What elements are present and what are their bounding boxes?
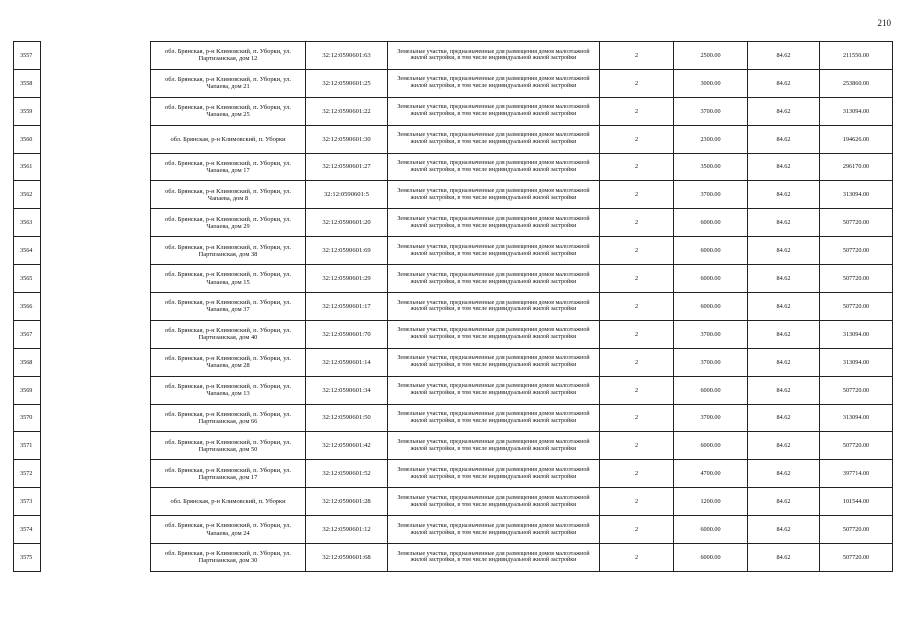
permitted-use-cell: Земельные участки, предназначенные для размещения домов малоэтажной жилой застройки, в том числе индивидуальной жилой застройки (388, 209, 600, 237)
table-row (14, 488, 893, 516)
permitted-use-cell: Земельные участки, предназначенные для размещения домов малоэтажной жилой застройки, в том числе индивидуальной жилой застройки (388, 237, 600, 265)
table-row (14, 460, 893, 488)
area-cell: 6000.00 (674, 432, 748, 460)
cadastral-value-cell: 313094.00 (820, 404, 893, 432)
table-row (14, 153, 893, 181)
specific-value-cell: 84.62 (748, 293, 820, 321)
permitted-use-cell: Земельные участки, предназначенные для размещения домов малоэтажной жилой застройки, в том числе индивидуальной жилой застройки (388, 488, 600, 516)
record-number: 3568 (14, 348, 41, 376)
area-cell: 2500.00 (674, 42, 748, 70)
cadastral-number-cell: 32:12:0590601:70 (306, 320, 388, 348)
group-code-cell: 2 (600, 348, 674, 376)
cadastral-number-cell: 32:12:0590601:27 (306, 153, 388, 181)
address-cell: обл. Брянская, р-н Климовский, п. Уборки, ул. Чапаева, дом 24 (151, 516, 306, 544)
area-cell: 4700.00 (674, 460, 748, 488)
cadastral-number-cell: 32:12:0590601:20 (306, 209, 388, 237)
area-cell: 3000.00 (674, 69, 748, 97)
permitted-use-cell: Земельные участки, предназначенные для размещения домов малоэтажной жилой застройки, в том числе индивидуальной жилой застройки (388, 265, 600, 293)
cadastral-value-cell: 397714.00 (820, 460, 893, 488)
area-cell: 6000.00 (674, 293, 748, 321)
cadastral-number-cell: 32:12:0590601:50 (306, 404, 388, 432)
cadastral-number-cell: 32:12:0590601:30 (306, 125, 388, 153)
table-row (14, 265, 893, 293)
cadastral-number-cell: 32:12:0590601:14 (306, 348, 388, 376)
cadastral-value-cell: 313094.00 (820, 320, 893, 348)
permitted-use-cell: Земельные участки, предназначенные для размещения домов малоэтажной жилой застройки, в том числе индивидуальной жилой застройки (388, 42, 600, 70)
address-cell: обл. Брянская, р-н Климовский, п. Уборки, ул. Чапаева, дом 29 (151, 209, 306, 237)
blank-cell (41, 97, 151, 125)
area-cell: 1200.00 (674, 488, 748, 516)
record-number: 3567 (14, 320, 41, 348)
specific-value-cell: 84.62 (748, 488, 820, 516)
blank-cell (41, 376, 151, 404)
record-number: 3572 (14, 460, 41, 488)
specific-value-cell: 84.62 (748, 544, 820, 572)
permitted-use-cell: Земельные участки, предназначенные для размещения домов малоэтажной жилой застройки, в том числе индивидуальной жилой застройки (388, 460, 600, 488)
specific-value-cell: 84.62 (748, 432, 820, 460)
blank-cell (41, 348, 151, 376)
blank-cell (41, 181, 151, 209)
group-code-cell: 2 (600, 488, 674, 516)
record-number: 3571 (14, 432, 41, 460)
area-cell: 3700.00 (674, 320, 748, 348)
area-cell: 3700.00 (674, 97, 748, 125)
area-cell: 6000.00 (674, 516, 748, 544)
group-code-cell: 2 (600, 181, 674, 209)
group-code-cell: 2 (600, 432, 674, 460)
record-number: 3569 (14, 376, 41, 404)
cadastral-value-cell: 313094.00 (820, 97, 893, 125)
blank-cell (41, 153, 151, 181)
area-cell: 6000.00 (674, 209, 748, 237)
page-number: 210 (877, 18, 891, 28)
cadastral-value-cell: 101544.00 (820, 488, 893, 516)
specific-value-cell: 84.62 (748, 153, 820, 181)
cadastral-number-cell: 32:12:0590601:68 (306, 544, 388, 572)
cadastral-number-cell: 32:12:0590601:42 (306, 432, 388, 460)
blank-cell (41, 516, 151, 544)
record-number: 3560 (14, 125, 41, 153)
cadastral-number-cell: 32:12:0590601:52 (306, 460, 388, 488)
area-cell: 3500.00 (674, 153, 748, 181)
cadastral-value-cell: 313094.00 (820, 348, 893, 376)
permitted-use-cell: Земельные участки, предназначенные для размещения домов малоэтажной жилой застройки, в том числе индивидуальной жилой застройки (388, 320, 600, 348)
cadastral-value-cell: 296170.00 (820, 153, 893, 181)
table-row (14, 237, 893, 265)
cadastral-value-cell: 507720.00 (820, 376, 893, 404)
table-row (14, 209, 893, 237)
group-code-cell: 2 (600, 42, 674, 70)
blank-cell (41, 293, 151, 321)
cadastral-number-cell: 32:12:0590601:25 (306, 69, 388, 97)
cadastral-value-cell: 194626.00 (820, 125, 893, 153)
record-number: 3565 (14, 265, 41, 293)
record-number: 3566 (14, 293, 41, 321)
permitted-use-cell: Земельные участки, предназначенные для размещения домов малоэтажной жилой застройки, в том числе индивидуальной жилой застройки (388, 404, 600, 432)
group-code-cell: 2 (600, 69, 674, 97)
specific-value-cell: 84.62 (748, 125, 820, 153)
blank-cell (41, 42, 151, 70)
land-registry-table (13, 41, 893, 572)
table-row (14, 181, 893, 209)
specific-value-cell: 84.62 (748, 516, 820, 544)
address-cell: обл. Брянская, р-н Климовский, п. Уборки, ул. Чапаева, дом 17 (151, 153, 306, 181)
address-cell: обл. Брянская, р-н Климовский, п. Уборки, ул. Партизанская, дом 66 (151, 404, 306, 432)
cadastral-value-cell: 253860.00 (820, 69, 893, 97)
cadastral-number-cell: 32:12:0590601:28 (306, 488, 388, 516)
record-number: 3558 (14, 69, 41, 97)
address-cell: обл. Брянская, р-н Климовский, п. Уборки, ул. Партизанская, дом 50 (151, 432, 306, 460)
record-number: 3575 (14, 544, 41, 572)
cadastral-value-cell: 507720.00 (820, 544, 893, 572)
group-code-cell: 2 (600, 265, 674, 293)
area-cell: 6000.00 (674, 376, 748, 404)
blank-cell (41, 265, 151, 293)
cadastral-number-cell: 32:12:0590601:22 (306, 97, 388, 125)
specific-value-cell: 84.62 (748, 320, 820, 348)
record-number: 3564 (14, 237, 41, 265)
specific-value-cell: 84.62 (748, 265, 820, 293)
specific-value-cell: 84.62 (748, 404, 820, 432)
blank-cell (41, 320, 151, 348)
record-number: 3573 (14, 488, 41, 516)
cadastral-number-cell: 32:12:0590601:17 (306, 293, 388, 321)
specific-value-cell: 84.62 (748, 460, 820, 488)
address-cell: обл. Брянская, р-н Климовский, п. Уборки, ул. Партизанская, дом 17 (151, 460, 306, 488)
group-code-cell: 2 (600, 153, 674, 181)
table-row (14, 42, 893, 70)
area-cell: 6000.00 (674, 265, 748, 293)
address-cell: обл. Брянская, р-н Климовский, п. Уборки, ул. Партизанская, дом 30 (151, 544, 306, 572)
record-number: 3570 (14, 404, 41, 432)
cadastral-value-cell: 313094.00 (820, 181, 893, 209)
table-row (14, 69, 893, 97)
address-cell: обл. Брянская, р-н Климовский, п. Уборки, ул. Чапаева, дом 37 (151, 293, 306, 321)
table-row (14, 432, 893, 460)
permitted-use-cell: Земельные участки, предназначенные для размещения домов малоэтажной жилой застройки, в том числе индивидуальной жилой застройки (388, 125, 600, 153)
specific-value-cell: 84.62 (748, 209, 820, 237)
record-number: 3574 (14, 516, 41, 544)
record-number: 3561 (14, 153, 41, 181)
permitted-use-cell: Земельные участки, предназначенные для размещения домов малоэтажной жилой застройки, в том числе индивидуальной жилой застройки (388, 153, 600, 181)
specific-value-cell: 84.62 (748, 181, 820, 209)
address-cell: обл. Брянская, р-н Климовский, п. Уборки, ул. Чапаева, дом 21 (151, 69, 306, 97)
specific-value-cell: 84.62 (748, 97, 820, 125)
specific-value-cell: 84.62 (748, 376, 820, 404)
cadastral-value-cell: 507720.00 (820, 516, 893, 544)
cadastral-value-cell: 507720.00 (820, 293, 893, 321)
address-cell: обл. Брянская, р-н Климовский, п. Уборки, ул. Партизанская, дом 12 (151, 42, 306, 70)
cadastral-value-cell: 507720.00 (820, 237, 893, 265)
group-code-cell: 2 (600, 97, 674, 125)
permitted-use-cell: Земельные участки, предназначенные для размещения домов малоэтажной жилой застройки, в том числе индивидуальной жилой застройки (388, 348, 600, 376)
cadastral-value-cell: 507720.00 (820, 432, 893, 460)
record-number: 3559 (14, 97, 41, 125)
cadastral-number-cell: 32:12:0590601:5 (306, 181, 388, 209)
table-body (14, 42, 893, 572)
specific-value-cell: 84.62 (748, 42, 820, 70)
table-row (14, 516, 893, 544)
address-cell: обл. Брянская, р-н Климовский, п. Уборки, ул. Чапаева, дом 25 (151, 97, 306, 125)
record-number: 3563 (14, 209, 41, 237)
cadastral-number-cell: 32:12:0590601:63 (306, 42, 388, 70)
area-cell: 3700.00 (674, 181, 748, 209)
table-row (14, 320, 893, 348)
blank-cell (41, 432, 151, 460)
group-code-cell: 2 (600, 320, 674, 348)
area-cell: 2300.00 (674, 125, 748, 153)
permitted-use-cell: Земельные участки, предназначенные для размещения домов малоэтажной жилой застройки, в том числе индивидуальной жилой застройки (388, 293, 600, 321)
cadastral-number-cell: 32:12:0590601:34 (306, 376, 388, 404)
table-row (14, 404, 893, 432)
permitted-use-cell: Земельные участки, предназначенные для размещения домов малоэтажной жилой застройки, в том числе индивидуальной жилой застройки (388, 432, 600, 460)
cadastral-number-cell: 32:12:0590601:12 (306, 516, 388, 544)
address-cell: обл. Брянская, р-н Климовский, п. Уборки, ул. Чапаева, дом 13 (151, 376, 306, 404)
group-code-cell: 2 (600, 376, 674, 404)
specific-value-cell: 84.62 (748, 237, 820, 265)
blank-cell (41, 404, 151, 432)
area-cell: 3700.00 (674, 348, 748, 376)
permitted-use-cell: Земельные участки, предназначенные для размещения домов малоэтажной жилой застройки, в том числе индивидуальной жилой застройки (388, 181, 600, 209)
blank-cell (41, 125, 151, 153)
address-cell: обл. Брянская, р-н Климовский, п. Уборки, ул. Чапаева, дом 28 (151, 348, 306, 376)
table-row (14, 348, 893, 376)
cadastral-number-cell: 32:12:0590601:69 (306, 237, 388, 265)
area-cell: 6000.00 (674, 237, 748, 265)
area-cell: 6000.00 (674, 544, 748, 572)
blank-cell (41, 237, 151, 265)
group-code-cell: 2 (600, 125, 674, 153)
group-code-cell: 2 (600, 404, 674, 432)
permitted-use-cell: Земельные участки, предназначенные для размещения домов малоэтажной жилой застройки, в том числе индивидуальной жилой застройки (388, 376, 600, 404)
cadastral-value-cell: 507720.00 (820, 265, 893, 293)
table-row (14, 293, 893, 321)
cadastral-value-cell: 507720.00 (820, 209, 893, 237)
group-code-cell: 2 (600, 293, 674, 321)
table-row (14, 97, 893, 125)
table-row (14, 376, 893, 404)
permitted-use-cell: Земельные участки, предназначенные для размещения домов малоэтажной жилой застройки, в том числе индивидуальной жилой застройки (388, 97, 600, 125)
address-cell: обл. Брянская, р-н Климовский, п. Уборки (151, 488, 306, 516)
address-cell: обл. Брянская, р-н Климовский, п. Уборки (151, 125, 306, 153)
record-number: 3562 (14, 181, 41, 209)
address-cell: обл. Брянская, р-н Климовский, п. Уборки, ул. Партизанская, дом 38 (151, 237, 306, 265)
group-code-cell: 2 (600, 209, 674, 237)
specific-value-cell: 84.62 (748, 348, 820, 376)
blank-cell (41, 544, 151, 572)
permitted-use-cell: Земельные участки, предназначенные для размещения домов малоэтажной жилой застройки, в том числе индивидуальной жилой застройки (388, 69, 600, 97)
address-cell: обл. Брянская, р-н Климовский, п. Уборки, ул. Партизанская, дом 40 (151, 320, 306, 348)
record-number: 3557 (14, 42, 41, 70)
group-code-cell: 2 (600, 516, 674, 544)
cadastral-number-cell: 32:12:0590601:29 (306, 265, 388, 293)
group-code-cell: 2 (600, 237, 674, 265)
blank-cell (41, 209, 151, 237)
table-row (14, 544, 893, 572)
blank-cell (41, 460, 151, 488)
cadastral-value-cell: 211550.00 (820, 42, 893, 70)
group-code-cell: 2 (600, 544, 674, 572)
address-cell: обл. Брянская, р-н Климовский, п. Уборки, ул. Чапаева, дом 8 (151, 181, 306, 209)
permitted-use-cell: Земельные участки, предназначенные для размещения домов малоэтажной жилой застройки, в том числе индивидуальной жилой застройки (388, 544, 600, 572)
specific-value-cell: 84.62 (748, 69, 820, 97)
table-row (14, 125, 893, 153)
blank-cell (41, 488, 151, 516)
area-cell: 3700.00 (674, 404, 748, 432)
permitted-use-cell: Земельные участки, предназначенные для размещения домов малоэтажной жилой застройки, в том числе индивидуальной жилой застройки (388, 516, 600, 544)
address-cell: обл. Брянская, р-н Климовский, п. Уборки, ул. Чапаева, дом 15 (151, 265, 306, 293)
blank-cell (41, 69, 151, 97)
group-code-cell: 2 (600, 460, 674, 488)
